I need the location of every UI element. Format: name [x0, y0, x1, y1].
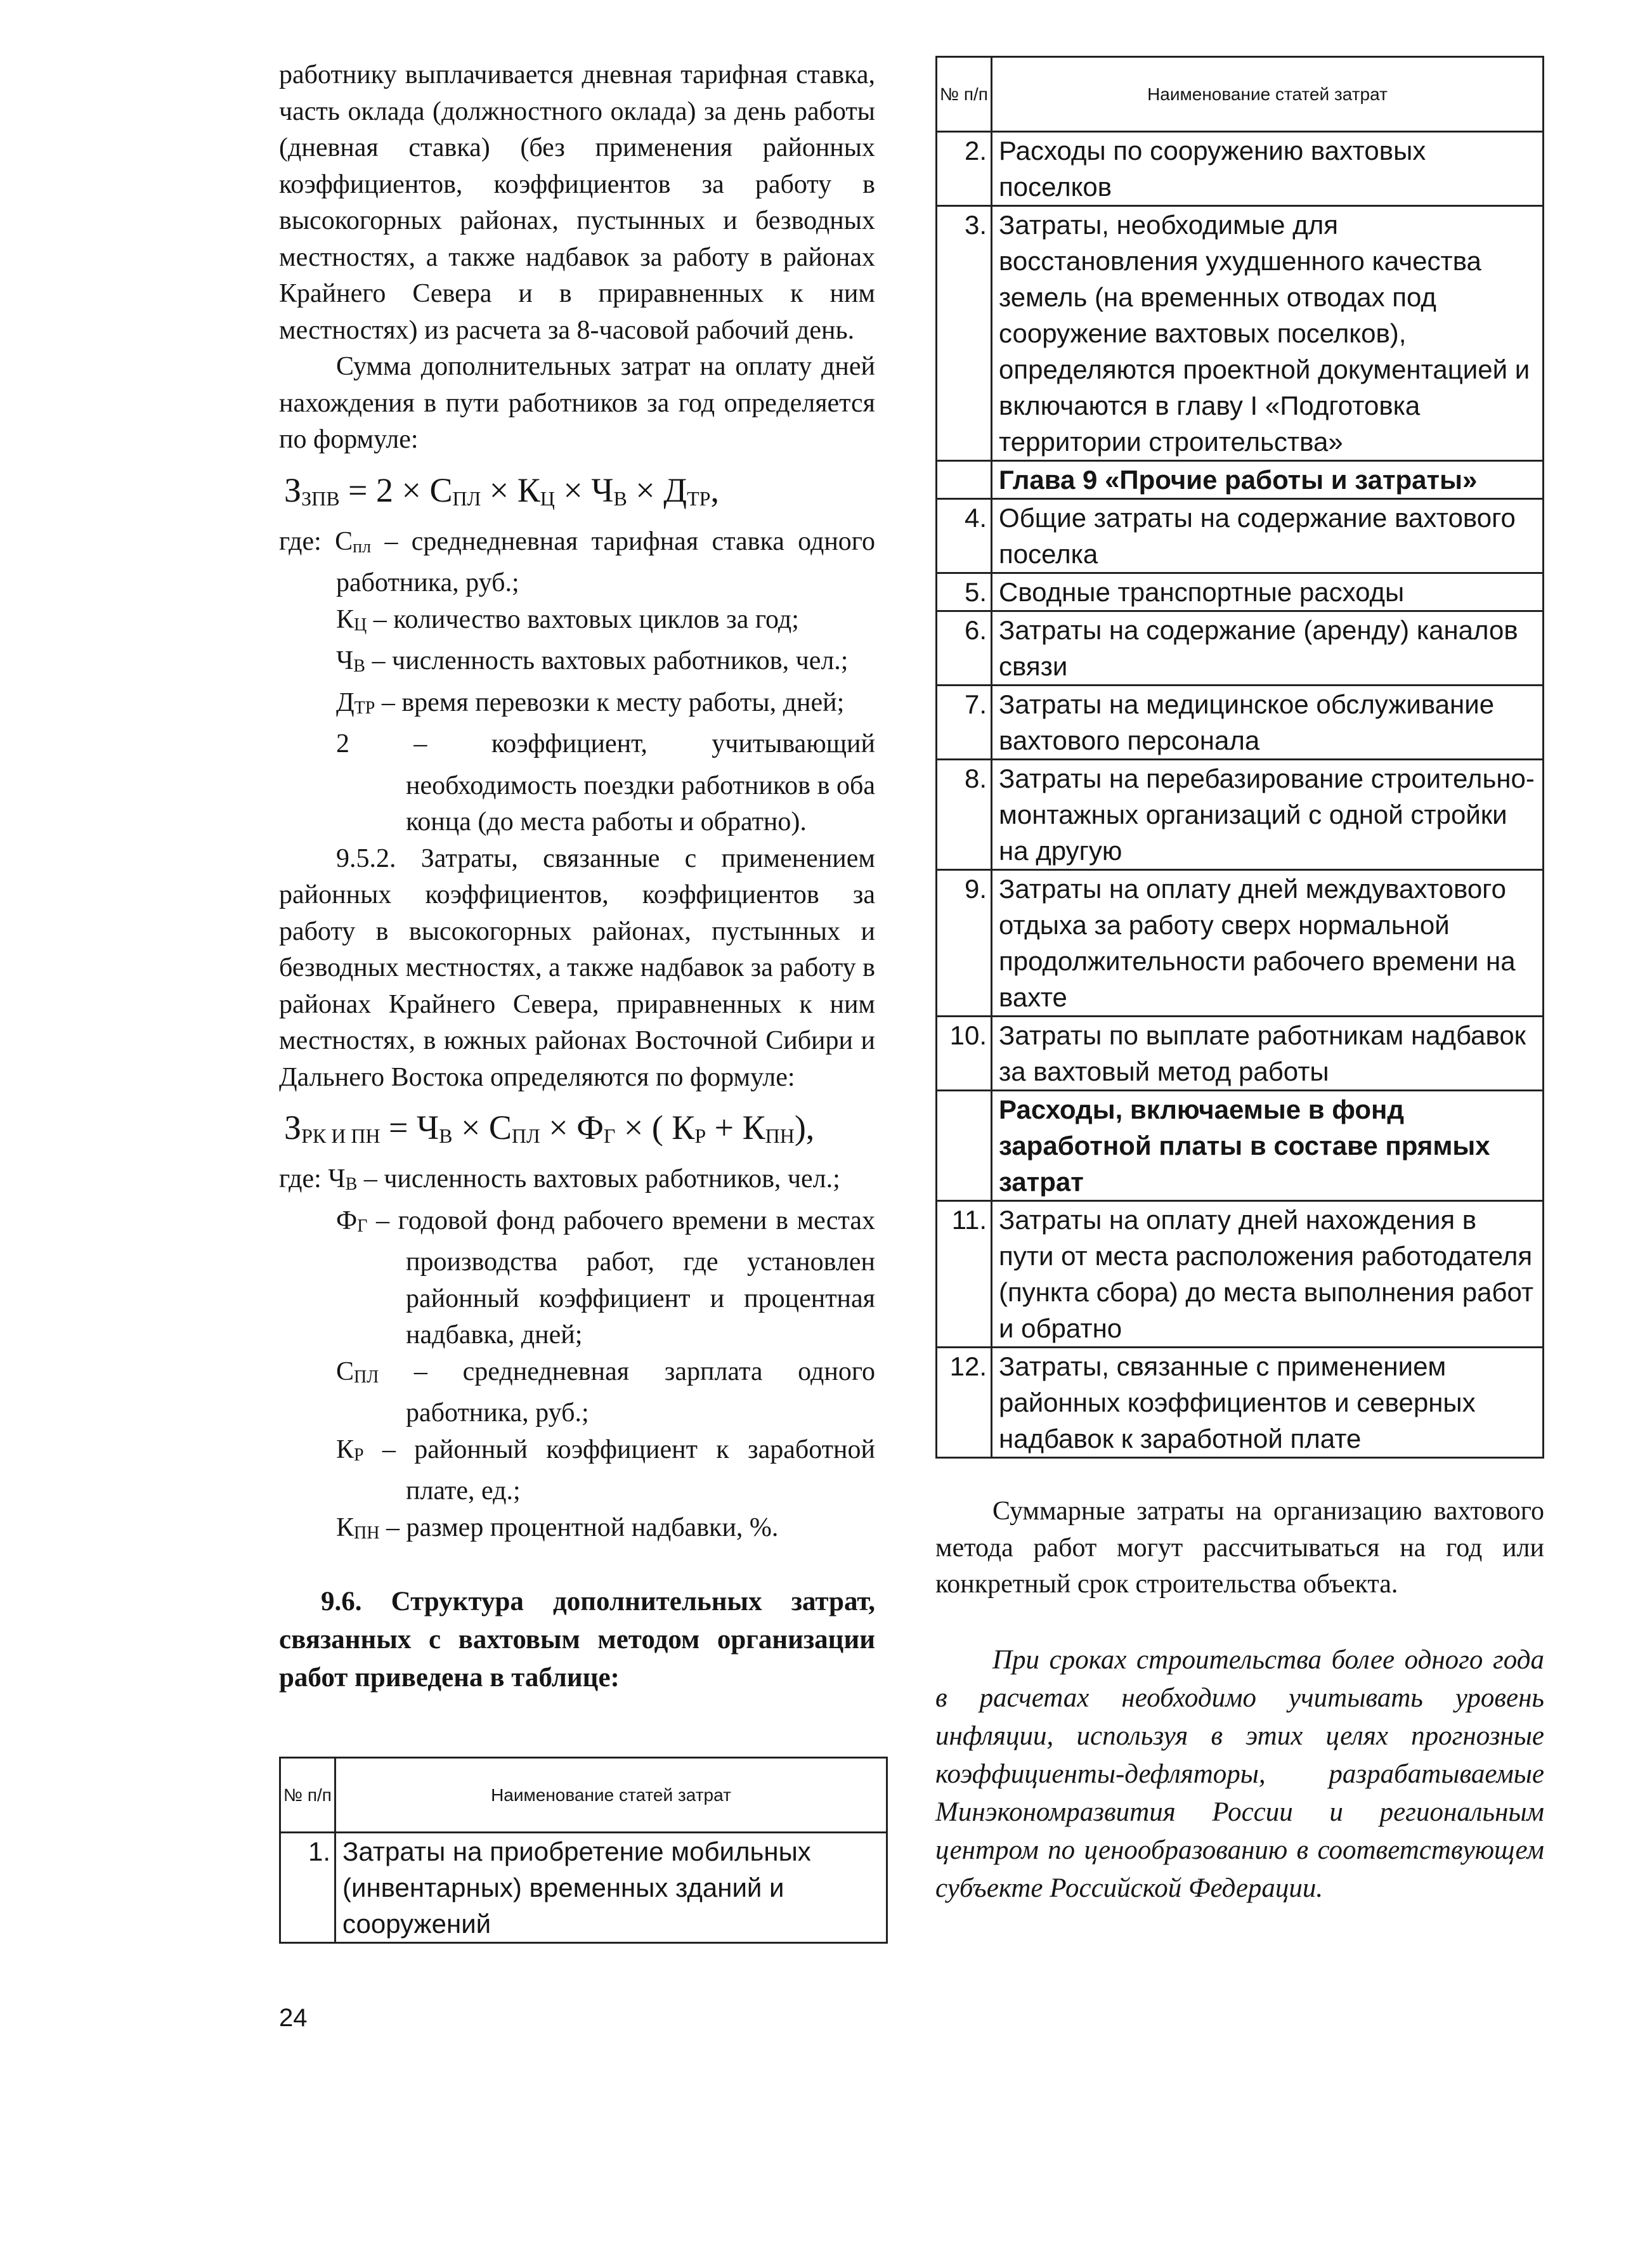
row-text: Сводные транспортные расходы — [992, 573, 1544, 611]
paragraph-1: работнику выплачивается дневная тарифная ставка, часть оклада (должностного оклада) за день работы (дневная ставка) (без применения районных коэффициентов, коэффициентов за работу в высокогорных районах, пустынных и безводных местностях, а также надбавок за работу в районах Крайнего Севера и в приравненных к ним местностях) из расчета за 8-часовой рабочий день. — [279, 60, 875, 345]
definition-subscript: В — [353, 656, 365, 676]
row-text: Расходы по сооружению вахтовых поселков — [992, 132, 1544, 206]
definition-text: – количество вахтовых циклов за год; — [367, 604, 799, 634]
table-row — [937, 686, 1544, 760]
row-text: Затраты, необходимые для восстановления ухудшенного качества земель (на временных отводах под сооружение вахтовых поселков), определяются проектной документацией и включаются в главу I «Подготовка территории строительства» — [992, 206, 1544, 461]
row-number: 2. — [937, 132, 992, 206]
definition-subscript: В — [345, 1174, 358, 1194]
cost-table-right — [935, 56, 1544, 1459]
row-number — [937, 1091, 992, 1201]
cost-table-left — [279, 1757, 888, 1944]
definition-text: – размер процентной надбавки, %. — [379, 1512, 779, 1542]
table-row — [937, 1091, 1544, 1201]
definition-text: – среднедневная тарифная ставка одного работника, руб.; — [336, 526, 875, 597]
page-number: 24 — [279, 2004, 308, 2032]
definition-symbol: С — [335, 526, 353, 556]
formula-1-definitions — [279, 524, 875, 841]
definition-subscript: пл — [353, 536, 372, 557]
row-text: Затраты по выплате работникам надбавок за вахтовый метод работы — [992, 1017, 1544, 1091]
row-text: Затраты на содержание (аренду) каналов связи — [992, 611, 1544, 686]
section-heading-9-6: 9.6. Структура дополнительных затрат, связанных с вахтовым методом организации работ приведена в таблице: — [279, 1587, 875, 1693]
cost-table-part-1 — [279, 1757, 888, 1944]
definition-symbol: Ч — [336, 646, 354, 675]
inflation-note: При сроках строительства более одного года в расчетах необходимо учитывать уровень инфляции, используя в этих целях прогнозные коэффициенты-дефляторы, разрабатываемые Минэкономразвития России и региональным центром по ценообразованию в соответствующем субъекте Российской Федерации. — [935, 1644, 1544, 1903]
definition-item — [279, 524, 875, 602]
table-row — [937, 611, 1544, 686]
table-header-row — [280, 1758, 887, 1833]
header-name: Наименование статей затрат — [992, 57, 1544, 132]
row-number: 4. — [937, 499, 992, 573]
definition-text: – численность вахтовых работников, чел.; — [365, 646, 849, 675]
table-row — [280, 1833, 887, 1943]
table-row — [937, 1201, 1544, 1348]
section-row-title: Глава 9 «Прочие работы и затраты» — [992, 461, 1544, 499]
row-number: 7. — [937, 686, 992, 760]
definition-text: – коэффициент, учитывающий необходимость поездки работников в оба конца (до места работы и обратно). — [349, 729, 875, 836]
table-row — [937, 499, 1544, 573]
row-number: 10. — [937, 1017, 992, 1091]
left-column — [279, 57, 875, 1697]
table-row — [937, 760, 1544, 870]
definition-symbol: К — [336, 1512, 354, 1542]
row-number: 5. — [937, 573, 992, 611]
definition-subscript: ТР — [354, 698, 375, 718]
definition-item — [279, 643, 875, 685]
row-text: Затраты на приобретение мобильных (инвентарных) временных зданий и сооружений — [335, 1833, 887, 1943]
row-number: 11. — [937, 1201, 992, 1348]
table-row — [937, 1348, 1544, 1458]
definition-item — [279, 1432, 875, 1510]
definition-item — [279, 602, 875, 644]
definition-symbol: Д — [336, 687, 354, 717]
definition-symbol: К — [336, 1434, 354, 1464]
row-number: 1. — [280, 1833, 335, 1943]
formula-rk-pn: $З_{РК И ПН} = Ч_В \times С_{ПЛ} \times Ф_Г$ × ( $К_Р + К_{ПН}$), — [284, 1109, 815, 1147]
definition-item — [279, 726, 875, 841]
header-name: Наименование статей затрат — [335, 1758, 887, 1833]
definition-item — [279, 1354, 875, 1432]
header-num: № п/п — [280, 1758, 335, 1833]
table-row — [937, 461, 1544, 499]
row-number: 3. — [937, 206, 992, 461]
row-number: 9. — [937, 870, 992, 1017]
definition-prefix: где: — [279, 526, 335, 556]
definition-text: – районный коэффициент к заработной плате, ед.; — [363, 1434, 875, 1505]
row-text: Затраты на оплату дней нахождения в пути от места расположения работодателя (пункта сбора) до места выполнения работ и обратно — [992, 1201, 1544, 1348]
table-row — [937, 870, 1544, 1017]
table-row — [937, 206, 1544, 461]
definition-item — [279, 685, 875, 727]
definition-symbol: Ч — [328, 1164, 346, 1193]
paragraph-2: Сумма дополнительных затрат на оплату дней нахождения в пути работников за год определяется по формуле: — [279, 352, 875, 454]
definition-symbol: 2 — [336, 729, 349, 758]
row-text: Затраты на оплату дней междувахтового отдыха за работу сверх нормальной продолжительности рабочего времени на вахте — [992, 870, 1544, 1017]
row-text: Затраты на перебазирование строительно-монтажных организаций с одной стройки на другую — [992, 760, 1544, 870]
formula-zpv: $З_{ЗПВ} = 2 \times С_{ПЛ} \times К_Ц \times Ч_В \times Д_{ТР}$, — [284, 471, 719, 510]
table-row — [937, 573, 1544, 611]
definition-text: – время перевозки к месту работы, дней; — [375, 687, 845, 717]
row-number — [937, 461, 992, 499]
cost-table-part-2 — [935, 56, 1544, 1459]
row-number: 12. — [937, 1348, 992, 1458]
definition-subscript: ПН — [354, 1523, 380, 1543]
definition-subscript: Г — [357, 1216, 368, 1236]
table-row — [937, 132, 1544, 206]
table-header-row — [937, 57, 1544, 132]
table-row — [937, 1017, 1544, 1091]
row-text: Затраты, связанные с применением районных коэффициентов и северных надбавок к заработной плате — [992, 1348, 1544, 1458]
header-num: № п/п — [937, 57, 992, 132]
definition-symbol: С — [336, 1356, 354, 1386]
section-row-title: Расходы, включаемые в фонд заработной платы в составе прямых затрат — [992, 1091, 1544, 1201]
definition-text: – среднедневная зарплата одного работника, руб.; — [379, 1356, 875, 1427]
definition-subscript: ПЛ — [354, 1367, 379, 1387]
definition-symbol: К — [336, 604, 354, 634]
definition-text: – численность вахтовых работников, чел.; — [357, 1164, 840, 1193]
definition-prefix: где: — [279, 1164, 328, 1193]
definition-symbol: Ф — [336, 1206, 358, 1235]
definition-item — [279, 1161, 875, 1203]
definition-subscript: Р — [354, 1445, 364, 1465]
row-number: 8. — [937, 760, 992, 870]
definition-text: – годовой фонд рабочего времени в местах производства работ, где установлен районный коэффициент и процентная надбавка, дней; — [367, 1206, 875, 1349]
paragraph-9-5-2: 9.5.2. Затраты, связанные с применением районных коэффициентов, коэффициентов за работу в высокогорных районах, пустынных и безводных местностях, а также надбавок за работу в районах Крайнего Севера, приравненных к ним местностях, в южных районах Восточной Сибири и Дальнего Востока определяются по формуле: — [279, 843, 875, 1092]
right-column-text — [935, 1493, 1544, 1908]
formula-2-definitions — [279, 1161, 875, 1551]
definition-subscript: Ц — [354, 615, 367, 635]
row-text: Общие затраты на содержание вахтового поселка — [992, 499, 1544, 573]
definition-item — [279, 1203, 875, 1354]
definition-item — [279, 1510, 875, 1552]
summary-paragraph: Суммарные затраты на организацию вахтового метода работ могут рассчитываться на год или конкретный срок строительства объекта. — [935, 1497, 1544, 1599]
row-number: 6. — [937, 611, 992, 686]
row-text: Затраты на медицинское обслуживание вахтового персонала — [992, 686, 1544, 760]
